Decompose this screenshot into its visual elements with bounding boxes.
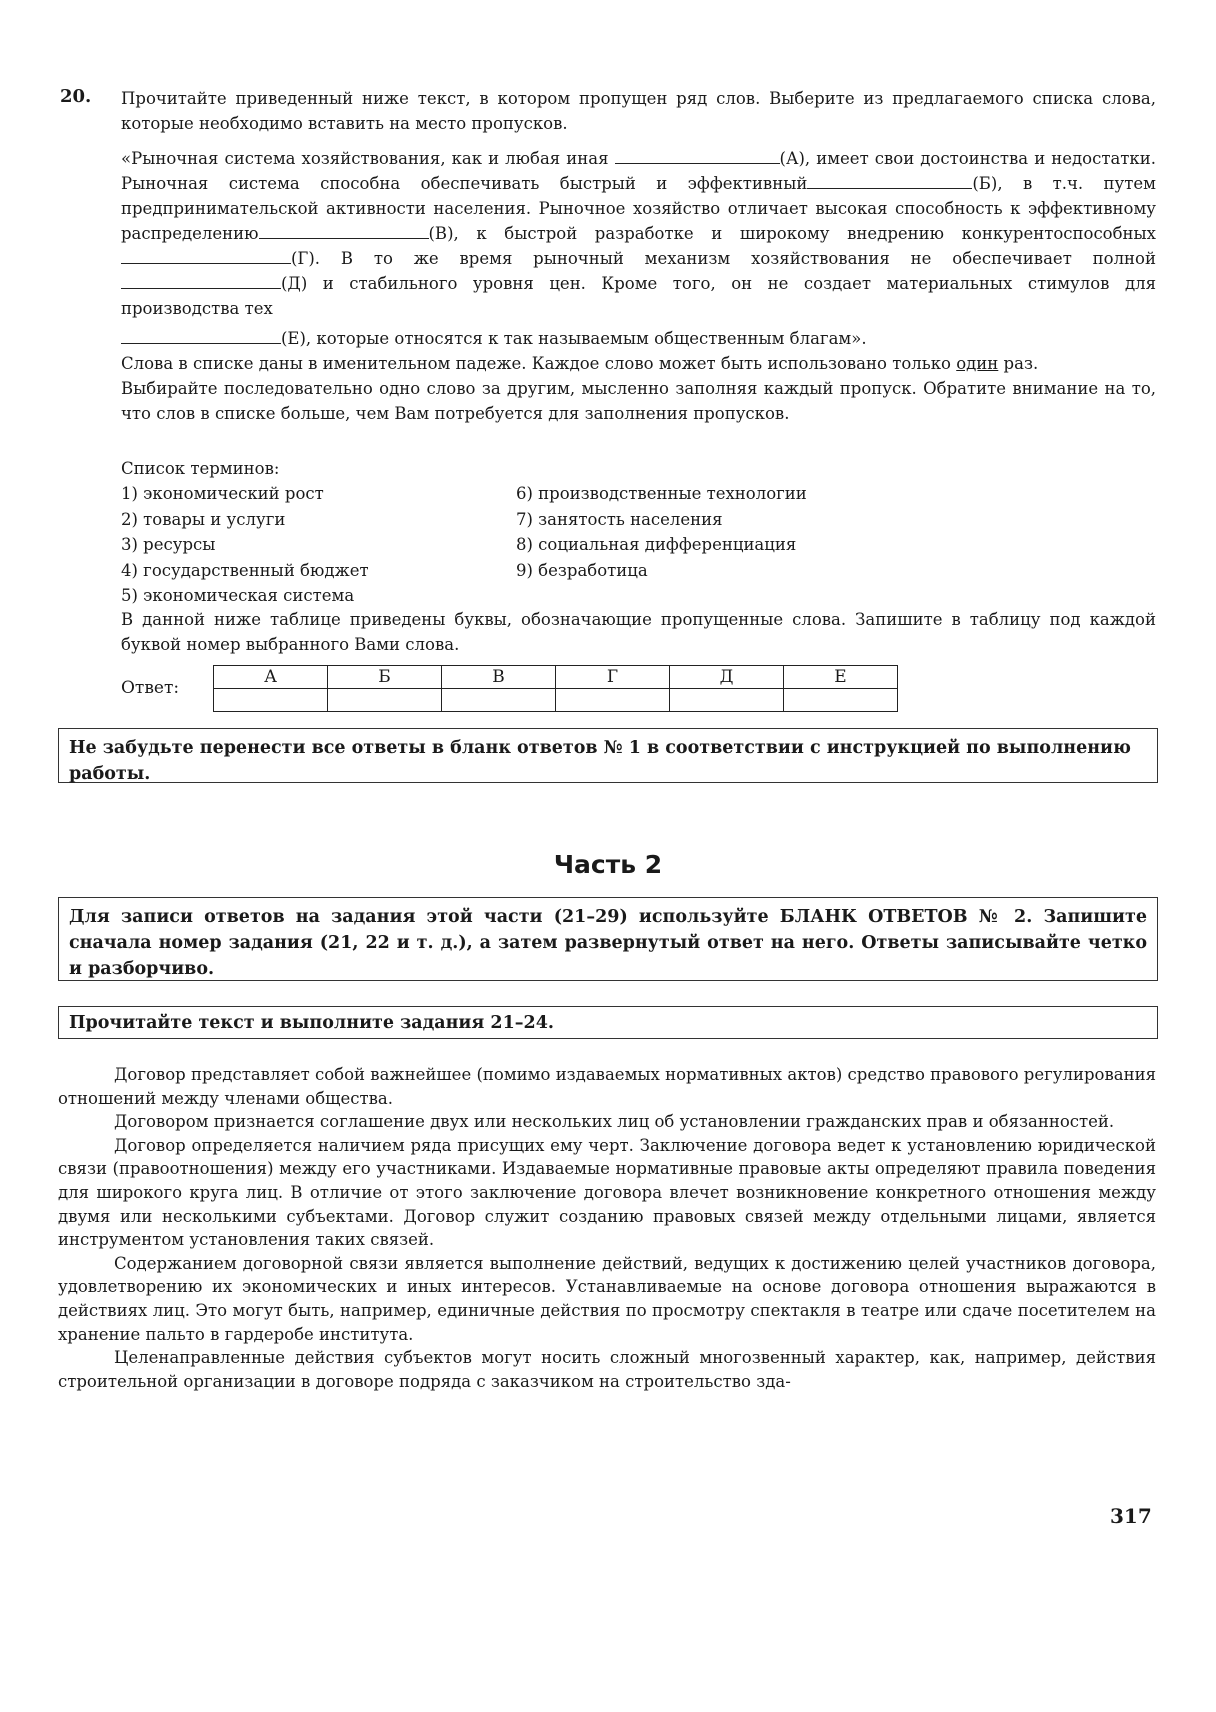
terms-list [121,481,916,609]
blank-e [121,327,281,344]
passage-text: (Г). В то же время рыночный механизм хозяйствования не обеспечивает полной [291,249,1156,268]
reminder-box: Не забудьте перенести все ответы в бланк ответов № 1 в соответствии с инструкцией по выполнению работы. [58,728,1158,783]
passage-text: (Б), в т.ч. путем предпринимательской активности населения. Рыночное хозяйство отличает высокая способность к эффективному распределению [121,174,1156,243]
answer-letter: Г [556,666,670,689]
term: 6) производственные технологии [516,484,807,503]
term: 8) социальная дифференциация [516,535,797,554]
answer-label: Ответ: [121,678,180,698]
text-paragraph: Договором признается соглашение двух или нескольких лиц об установлении гражданских прав и обязанностей. [114,1112,1115,1132]
part2-instruction-box: Для записи ответов на задания этой части (21–29) используйте БЛАНК ОТВЕТОВ № 2. Запишите сначала номер задания (21, 22 и т. д.), а затем развернутый ответ на него. Ответы записывайте четко и разборчиво. [58,897,1158,981]
rules [121,351,1156,426]
passage-text: (Е), которые относятся к так называемым общественным благам». [281,329,867,348]
answer-letter: Б [328,666,442,689]
text-paragraph: Договор представляет собой важнейшее (помимо издаваемых нормативных актов) средство правового регулирования отношений между членами общества. [58,1065,1156,1108]
source-text [58,1063,1156,1393]
passage-text: (В), к быстрой разработке и широкому внедрению конкурентоспособных [428,224,1156,243]
rules-text: Выбирайте последовательно одно слово за другим, мысленно заполняя каждый пропуск. Обратите внимание на то, что слов в списке больше, чем Вам потребуется для заполнения пропусков. [121,379,1156,423]
rules-emphasis: один [956,354,999,373]
answer-cell[interactable] [670,689,784,712]
passage-text: (Д) и стабильного уровня цен. Кроме того, он не создает материальных стимулов для производства тех [121,274,1156,318]
term: 1) экономический рост [121,484,324,503]
term: 7) занятость населения [516,509,723,529]
term: 2) товары и услуги [121,509,286,529]
term: 9) безработица [516,560,648,580]
passage [121,146,1156,351]
read-task-box: Прочитайте текст и выполните задания 21–24. [58,1006,1158,1039]
passage-text: (А), имеет свои достоинства и недостатки. Рыночная система способна обеспечивать быстрый и эффективный [121,149,1156,193]
blank-g [121,247,291,264]
terms-title: Список терминов: [121,459,280,478]
text-paragraph: Целенаправленные действия субъектов могут носить сложный многозвенный характер, как, например, действия строительной организации в договоре подряда с заказчиком на строительство зда- [58,1348,1156,1391]
task-number: 20. [60,86,92,107]
answer-letter: В [442,666,556,689]
term: 4) государственный бюджет [121,560,369,580]
part-title: Часть 2 [553,850,663,879]
blank-d [121,272,281,289]
page-number: 317 [1110,1504,1152,1528]
rules-text: раз. [998,354,1039,373]
answer-cell[interactable] [784,689,898,712]
answer-letter: Е [784,666,898,689]
answer-table [213,665,898,712]
answer-cell[interactable] [214,689,328,712]
passage-text: «Рыночная система хозяйствования, как и любая иная [121,149,615,168]
rules-text: Слова в списке даны в именительном падеже. Каждое слово может быть использовано только [121,354,957,373]
answer-cell[interactable] [442,689,556,712]
text-paragraph: Содержанием договорной связи является выполнение действий, ведущих к достижению целей участников договора, удовлетворению их экономических и иных интересов. Устанавливаемые на основе договора отношения выражаются в действиях лиц. Это могут быть, например, единичные действия по просмотру спектакля в театре или сдаче посетителем на хранение пальто в гардеробе института. [58,1253,1156,1344]
task-instruction: Прочитайте приведенный ниже текст, в котором пропущен ряд слов. Выберите из предлагаемого списка слова, которые необходимо вставить на место пропусков. [121,89,1156,133]
table-instruction: В данной ниже таблице приведены буквы, обозначающие пропущенные слова. Запишите в таблицу под каждой буквой номер выбранного Вами слова. [121,610,1156,654]
blank-b [807,172,972,189]
text-paragraph: Договор определяется наличием ряда присущих ему черт. Заключение договора ведет к установлению юридической связи (правоотношения) между его участниками. Издаваемые нормативные правовые акты определяют правила поведения для широкого круга лиц. В отличие от этого заключение договора влечет возникновение конкретного отношения между двумя или несколькими субъектами. Договор служит созданию правовых связей между отдельными лицами, является инструментом установления таких связей. [58,1135,1156,1250]
term: 5) экономическая система [121,586,355,605]
blank-v [259,222,429,239]
answer-letter: А [214,666,328,689]
blank-a [615,147,780,164]
answer-cell[interactable] [328,689,442,712]
answer-letter: Д [670,666,784,689]
term: 3) ресурсы [121,535,216,554]
answer-cell[interactable] [556,689,670,712]
